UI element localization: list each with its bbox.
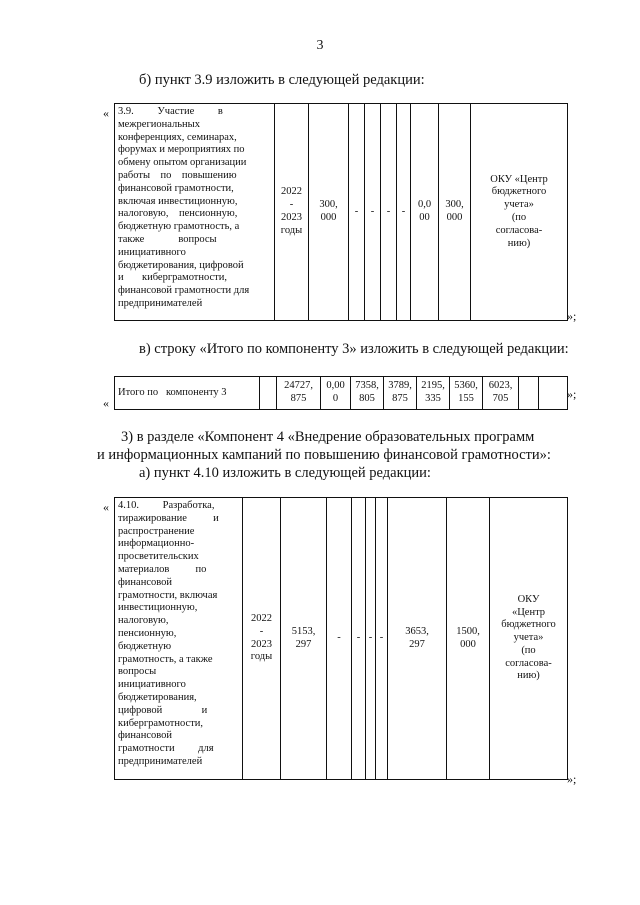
executor-cell: ОКУ «Центр бюджетного учета» (по согласова- нию) <box>471 104 568 321</box>
table-row <box>115 498 568 780</box>
paragraph-3-line1: 3) в разделе «Компонент 4 «Внедрение образовательных программ <box>121 429 535 445</box>
value-cell: - <box>397 104 411 321</box>
years-cell: 2022 - 2023 годы <box>275 104 309 321</box>
paragraph-b: б) пункт 3.9 изложить в следующей редакции: <box>139 72 425 88</box>
value-cell: - <box>381 104 397 321</box>
value-cell: 5360, 155 <box>450 377 483 410</box>
value-cell: 1500, 000 <box>447 498 490 780</box>
table-row <box>115 377 568 410</box>
years-cell: 2022 - 2023 годы <box>243 498 281 780</box>
quote-close: »; <box>567 387 577 401</box>
itogo-label: Итого по компоненту 3 <box>115 377 260 410</box>
value-cell: 24727, 875 <box>277 377 321 410</box>
executor-cell: ОКУ «Центр бюджетного учета» (по согласова- нию) <box>490 498 568 780</box>
quote-close: »; <box>567 309 577 323</box>
value-cell: 300, 000 <box>439 104 471 321</box>
table-row <box>115 104 568 321</box>
value-cell: 6023, 705 <box>483 377 519 410</box>
value-cell: 0,0 00 <box>411 104 439 321</box>
value-cell: 3789, 875 <box>384 377 417 410</box>
item-description: 4.10. Разработка, тиражирование и распространение информационно- просветительских материалов по финансовой грамотности, включая инвестиционную, налоговую, пенсионную, бюджетную грамотность, а также вопросы инициативного бюджетирования, цифровой и кибергрaмотности, финансовой грамотности для предпринимателей <box>115 498 243 780</box>
quote-open: « <box>103 500 109 514</box>
empty-cell <box>519 377 539 410</box>
total-cell: 5153, 297 <box>281 498 327 780</box>
paragraph-3-line2: и информационных кампаний по повышению финансовой грамотности»: <box>97 447 551 463</box>
table-item-4-10 <box>114 497 568 780</box>
quote-open: « <box>103 396 109 410</box>
value-cell: - <box>327 498 352 780</box>
value-cell: - <box>349 104 365 321</box>
value-cell: - <box>366 498 376 780</box>
table-itogo <box>114 376 568 410</box>
value-cell: - <box>365 104 381 321</box>
quote-open: « <box>103 106 109 120</box>
paragraph-v: в) строку «Итого по компоненту 3» изложить в следующей редакции: <box>139 341 569 357</box>
table-item-3-9 <box>114 103 568 321</box>
value-cell: - <box>352 498 366 780</box>
total-cell: 300, 000 <box>309 104 349 321</box>
quote-close: »; <box>567 772 577 786</box>
value-cell: 2195, 335 <box>417 377 450 410</box>
page-number: 3 <box>316 38 324 53</box>
value-cell: 7358, 805 <box>351 377 384 410</box>
item-description: 3.9. Участие в межрегиональных конференциях, семинарах, форумах и мероприятиях по обмену опытом организации работы по повышению финансовой грамотности, включая инвестиционную, налоговую, пенсионную, бюджетную грамотность, а также вопросы инициативного бюджетирования, цифровой и киберграмотности, финансовой грамотности для предпринимателей <box>115 104 275 321</box>
empty-cell <box>260 377 277 410</box>
value-cell: - <box>376 498 388 780</box>
empty-cell <box>539 377 568 410</box>
value-cell: 0,00 0 <box>321 377 351 410</box>
value-cell: 3653, 297 <box>388 498 447 780</box>
paragraph-a: а) пункт 4.10 изложить в следующей редакции: <box>139 465 431 481</box>
